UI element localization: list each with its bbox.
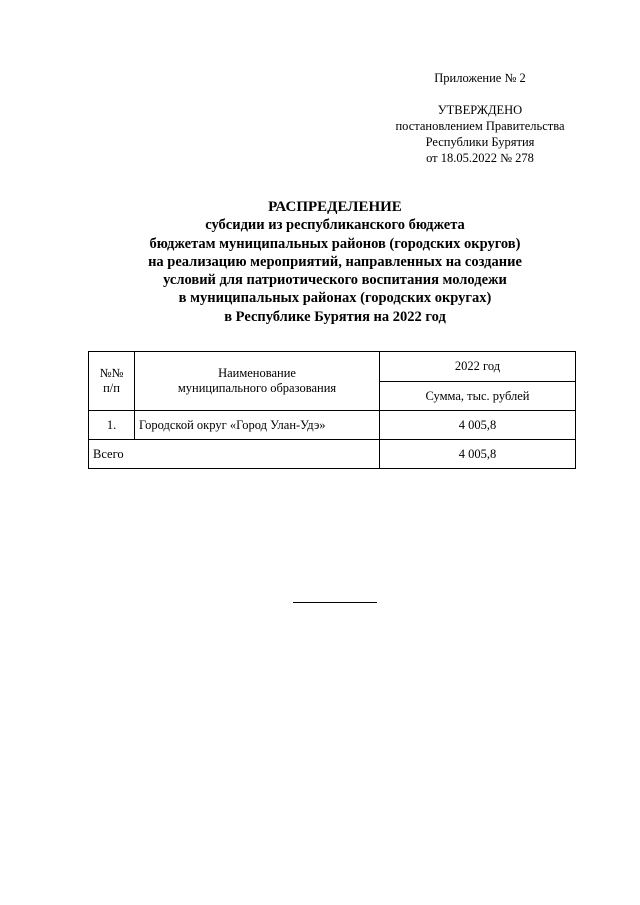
title-line-5: в муниципальных районах (городских округах) <box>178 290 492 307</box>
approval-line-2: Республики Бурятия <box>425 135 535 149</box>
total-amount: 4 005,8 <box>380 440 576 469</box>
header-name-line-1: Наименование <box>218 366 296 380</box>
row-municipality: Городской округ «Город Улан-Удэ» <box>135 411 380 440</box>
title-line-2: бюджетам муниципальных районов (городских округов) <box>149 235 521 252</box>
table-total-row <box>89 440 576 469</box>
title-heading: РАСПРЕДЕЛЕНИЕ <box>268 199 402 215</box>
appendix-label: Приложение № 2 <box>434 71 526 85</box>
approval-line-3: от 18.05.2022 № 278 <box>426 151 534 165</box>
table-row <box>89 411 576 440</box>
header-name-line-2: муниципального образования <box>177 381 337 395</box>
total-label: Всего <box>89 440 380 469</box>
distribution-table <box>88 351 576 469</box>
title-line-4: условий для патриотического воспитания молодежи <box>163 272 507 289</box>
document-title <box>80 198 590 326</box>
header-number-cell <box>89 352 135 411</box>
header-number-line-1: №№ <box>99 366 124 380</box>
row-number: 1. <box>89 411 135 440</box>
header-name-cell <box>135 352 380 411</box>
title-line-6: в Республике Бурятия на 2022 год <box>224 308 446 325</box>
header-number-line-2: п/п <box>103 381 120 395</box>
approved-label: УТВЕРЖДЕНО <box>437 103 523 117</box>
row-amount: 4 005,8 <box>380 411 576 440</box>
title-line-3: на реализацию мероприятий, направленных на создание <box>148 253 522 270</box>
header-year-cell: 2022 год <box>380 352 576 382</box>
approval-block <box>360 70 600 166</box>
title-line-1: субсидии из республиканского бюджета <box>205 217 465 234</box>
approval-line-1: постановлением Правительства <box>395 119 565 133</box>
header-sum-cell: Сумма, тыс. рублей <box>380 382 576 411</box>
closing-divider <box>293 602 377 603</box>
table-header-row <box>89 352 576 382</box>
